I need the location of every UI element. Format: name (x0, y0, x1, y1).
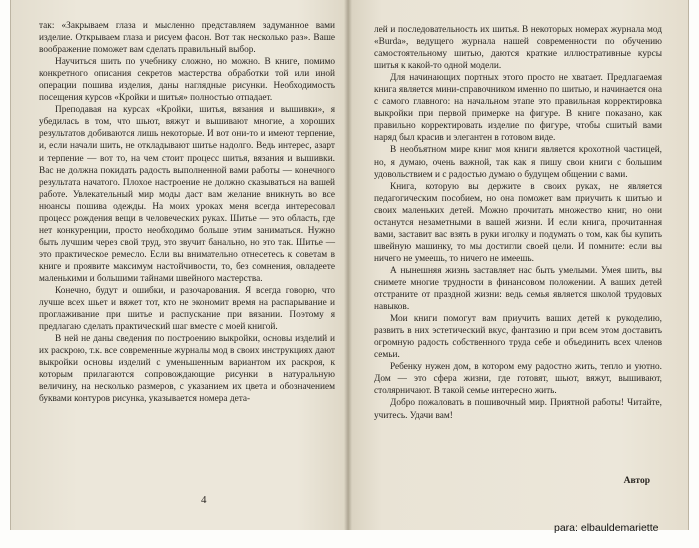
left-page-text (39, 20, 335, 406)
left-paragraph: В ней не даны сведения по построению выкройки, основы изделий и их раскрою, т.к. все современные журналы мод в своих инструкциях дают выкройки основы изделий с уменьшенным вариантом их раскроя, к которым прилагаются сопровождающие рисунки в натуральную величину, на несколько размеров, с указанием их цвета и обозначением буквами контуров рисунка, указывается номера дета- (39, 334, 335, 405)
left-paragraph: Научиться шить по учебнику сложно, но можно. В книге, помимо конкретного описания секретов мастерства обработки той или иной операции пошива изделия, даны наглядные рисунки. Необходимость посещения курсов «Кройки и шитья» полностью отпадает. (39, 57, 335, 104)
book-gutter (344, 0, 352, 530)
right-page-text (374, 24, 662, 422)
watermark-caption: para: elbauldemariette (554, 522, 659, 534)
left-paragraph: так: «Закрываем глаза и мысленно представляем задуманное вами изделие. Открываем глаза и рисуем фасон. Вот так несколько раз». Ваше воображение поможет вам сделать правильный выбор. (39, 21, 335, 56)
right-page (348, 0, 689, 530)
right-paragraph: Книга, которую вы держите в своих руках, не является педагогическим пособием, но она поможет вам приучить к шитью и своих маленьких детей. Можно прочитать множество книг, но они останутся незаметными в вашей жизни. И если книга, прочитанная вами, заставит вас взять в руки иголку и подумать о том, как бы купить швейную машинку, то мы достигли своей цели. И помните: если вы ничего не умеешь, то ничего не имеешь. (374, 181, 662, 264)
right-paragraph: А нынешняя жизнь заставляет нас быть умелыми. Умея шить, вы снимете многие трудности в финансовом положении. А ваших детей отстраните от праздной жизни: ведь семья является школой трудовых навыков. (374, 265, 662, 313)
author-signature: Автор (623, 476, 650, 486)
right-paragraph: В необъятном мире книг моя книги является крохотной частицей, но, я думаю, очень важной, так как я пишу свои книги с большим удовольствием и с радостью думаю о будущем общении с вами. (374, 145, 662, 180)
left-page (10, 0, 348, 530)
right-paragraph: лей и последовательность их шитья. В некоторых номерах журнала мод «Burda», ведущего журнала нашей современности по обучению самостоятельному шитью, даются краткие иллюстративные курсы шитья к какой-то одной модели. (374, 25, 662, 72)
left-paragraph: Преподавая на курсах «Кройки, шитья, вязания и вышивки», я убедилась в том, что шьют, вяжут и вышивают многие, а хороших результатов добиваются лишь некоторые. И вот они-то и имеют терпение, и, если начали шить, не откладывают шитье надолго. Ведь интерес, азарт и терпение — вот то, на чем стоит процесс шитья, вязания и вышивки. Вас не должна покидать радость выполненной вами работы — конечного результата начатого. Плохое настроение не должно сказываться на вашей работе. Увлекательный мир моды даст вам желание вникнуть во все нюансы пошива одежды. На моих уроках меня всегда интересовал процесс рождения вещи в человеческих руках. Шитье — это область, где нет конкуренции, просто необходимо больше этим заниматься. Нужно быть лучшим через свой труд, это звучит банально, но это так. Шитье — это практическое ремесло. Если вы внимательно отнесетесь к советам в книге и проявите максимум настойчивости, то, без сомнения, овладеете маленькими и большими тайнами швейного мастерства. (39, 105, 335, 284)
right-paragraph: Мои книги помогут вам приучить ваших детей к рукоделию, развить в них эстетический вкус, фантазию и при всем этом доставить огромную радость собственного труда себе и объединить всех членов семьи. (374, 314, 662, 361)
right-paragraph: Добро пожаловать в пошивочный мир. Приятной работы! Читайте, учитесь. Удачи вам! (374, 398, 662, 421)
right-paragraph: Ребенку нужен дом, в котором ему радостно жить, тепло и уютно. Дом — это сфера жизни, где готовят, шьют, вяжут, вышивают, столярничают. В такой семье интересно жить. (374, 362, 662, 397)
page-number: 4 (201, 494, 207, 506)
right-paragraph: Для начинающих портных этого просто не хватает. Предлагаемая книга является мини-справочником именно по шитью, и начинается она с самого главного: на начальном этапе это правильная корректировка выкройки при первой примерке на фигуре. В книге показано, как правильно корректировать изделие по фигуре, чтобы сшитый вами наряд был красив и элегантен в готовом виде. (374, 73, 662, 144)
left-paragraph: Конечно, будут и ошибки, и разочарования. Я всегда говорю, что лучше всех шьет и вяжет тот, кто не экономит время на распарывание и проглаживание при шитье и распускание при вязании. Поэтому я предлагаю сделать практический шаг вместе с моей книгой. (39, 286, 335, 333)
